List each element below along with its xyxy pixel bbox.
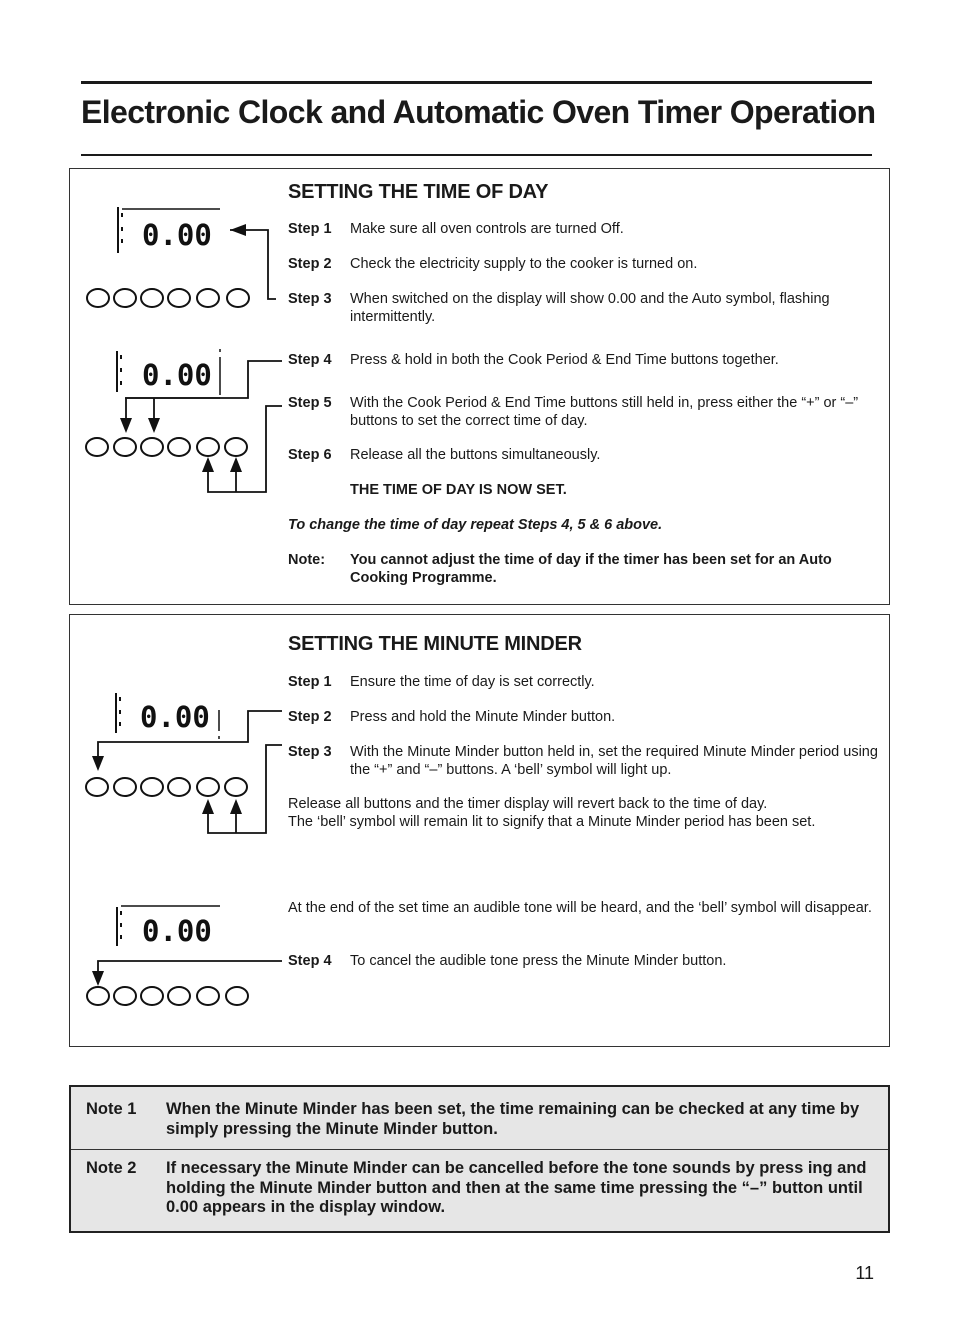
note-text: You cannot adjust the time of day if the timer has been set for an Auto Cooking Programme.	[350, 552, 832, 586]
step-text: Release all the buttons simultaneously.	[350, 447, 601, 463]
notes-divider	[71, 1149, 888, 1150]
step-label: Step 1	[288, 221, 332, 237]
section-heading-minute-minder: SETTING THE MINUTE MINDER	[288, 633, 582, 655]
top-rule	[81, 81, 872, 84]
step-2	[288, 256, 888, 274]
step-label: Step 3	[288, 744, 332, 760]
step-label: Step 3	[288, 291, 332, 307]
step-text: With the Minute Minder button held in, set the required Minute Minder period using the “+” and “–” buttons. A ‘bell’ symbol will light up.	[350, 744, 878, 778]
mm-step-4	[288, 953, 888, 971]
release-text	[288, 796, 886, 831]
step-label: Step 4	[288, 953, 332, 969]
confirmation-line	[288, 482, 888, 500]
timer-buttons-1	[87, 289, 249, 307]
time-of-day-panel	[69, 168, 890, 605]
end-tone-text: At the end of the set time an audible tone will be heard, and the ‘bell’ symbol will disappear.	[288, 900, 872, 916]
step-label: Step 2	[288, 709, 332, 725]
step-label: Step 5	[288, 395, 332, 411]
minute-minder-illustration	[70, 615, 285, 1048]
step-6	[288, 447, 888, 465]
time-of-day-note	[288, 552, 888, 587]
step-text: Ensure the time of day is set correctly.	[350, 674, 595, 690]
change-instruction: To change the time of day repeat Steps 4, 5 & 6 above.	[288, 517, 663, 533]
notes-box	[69, 1085, 890, 1233]
page-title: Electronic Clock and Automatic Oven Timer Operation	[81, 94, 876, 130]
step-text: Check the electricity supply to the cooker is turned on.	[350, 256, 698, 272]
step-text: When switched on the display will show 0.00 and the Auto symbol, flashing intermittently.	[350, 291, 830, 325]
mm-step-2	[288, 709, 888, 727]
step-1	[288, 221, 888, 239]
mm-step-3	[288, 744, 888, 779]
step-label: Step 6	[288, 447, 332, 463]
release-line-2: The ‘bell’ symbol will remain lit to signify that a Minute Minder period has been set.	[288, 813, 816, 830]
step-label: Step 1	[288, 674, 332, 690]
note-1	[71, 1100, 888, 1139]
title-underline	[81, 154, 872, 156]
note-2	[71, 1159, 888, 1218]
section-heading-time-of-day: SETTING THE TIME OF DAY	[288, 181, 549, 203]
display-readout-3: 0.00	[140, 700, 210, 734]
display-readout-1: 0.00	[142, 218, 212, 252]
display-readout-4: 0.00	[142, 914, 212, 948]
step-text: Press & hold in both the Cook Period & End Time buttons together.	[350, 352, 779, 368]
step-5	[288, 395, 888, 430]
step-4	[288, 352, 888, 370]
step-text: With the Cook Period & End Time buttons still held in, press either the “+” or “–” buttons to set the correct time of day.	[350, 395, 859, 429]
step-text: Make sure all oven controls are turned Off.	[350, 221, 624, 237]
step-3	[288, 291, 888, 326]
note-text: When the Minute Minder has been set, the time remaining can be checked at any time by simply pressing the Minute Minder button.	[166, 1100, 860, 1138]
timer-buttons-2	[86, 438, 247, 456]
timer-buttons-3	[86, 778, 247, 796]
step-label: Step 4	[288, 352, 332, 368]
timer-buttons-4	[87, 987, 248, 1005]
note-label: Note:	[288, 552, 326, 568]
mm-step-1	[288, 674, 888, 692]
page-number: 11	[855, 1263, 874, 1283]
step-text: Press and hold the Minute Minder button.	[350, 709, 616, 725]
note-label: Note 2	[86, 1159, 137, 1177]
display-readout-2: 0.00	[142, 358, 212, 392]
minute-minder-panel	[69, 614, 890, 1047]
note-text: If necessary the Minute Minder can be cancelled before the tone sounds by press ing and holding the Minute Minder button and then at the same time pressing the “–” button until 0.00 appears in the display window.	[166, 1159, 867, 1216]
time-of-day-illustration	[70, 169, 285, 606]
step-label: Step 2	[288, 256, 332, 272]
confirmation-text: THE TIME OF DAY IS NOW SET.	[350, 482, 567, 498]
note-label: Note 1	[86, 1100, 137, 1118]
release-line-1: Release all buttons and the timer display will revert back to the time of day.	[288, 796, 768, 812]
step-text: To cancel the audible tone press the Minute Minder button.	[350, 953, 727, 969]
